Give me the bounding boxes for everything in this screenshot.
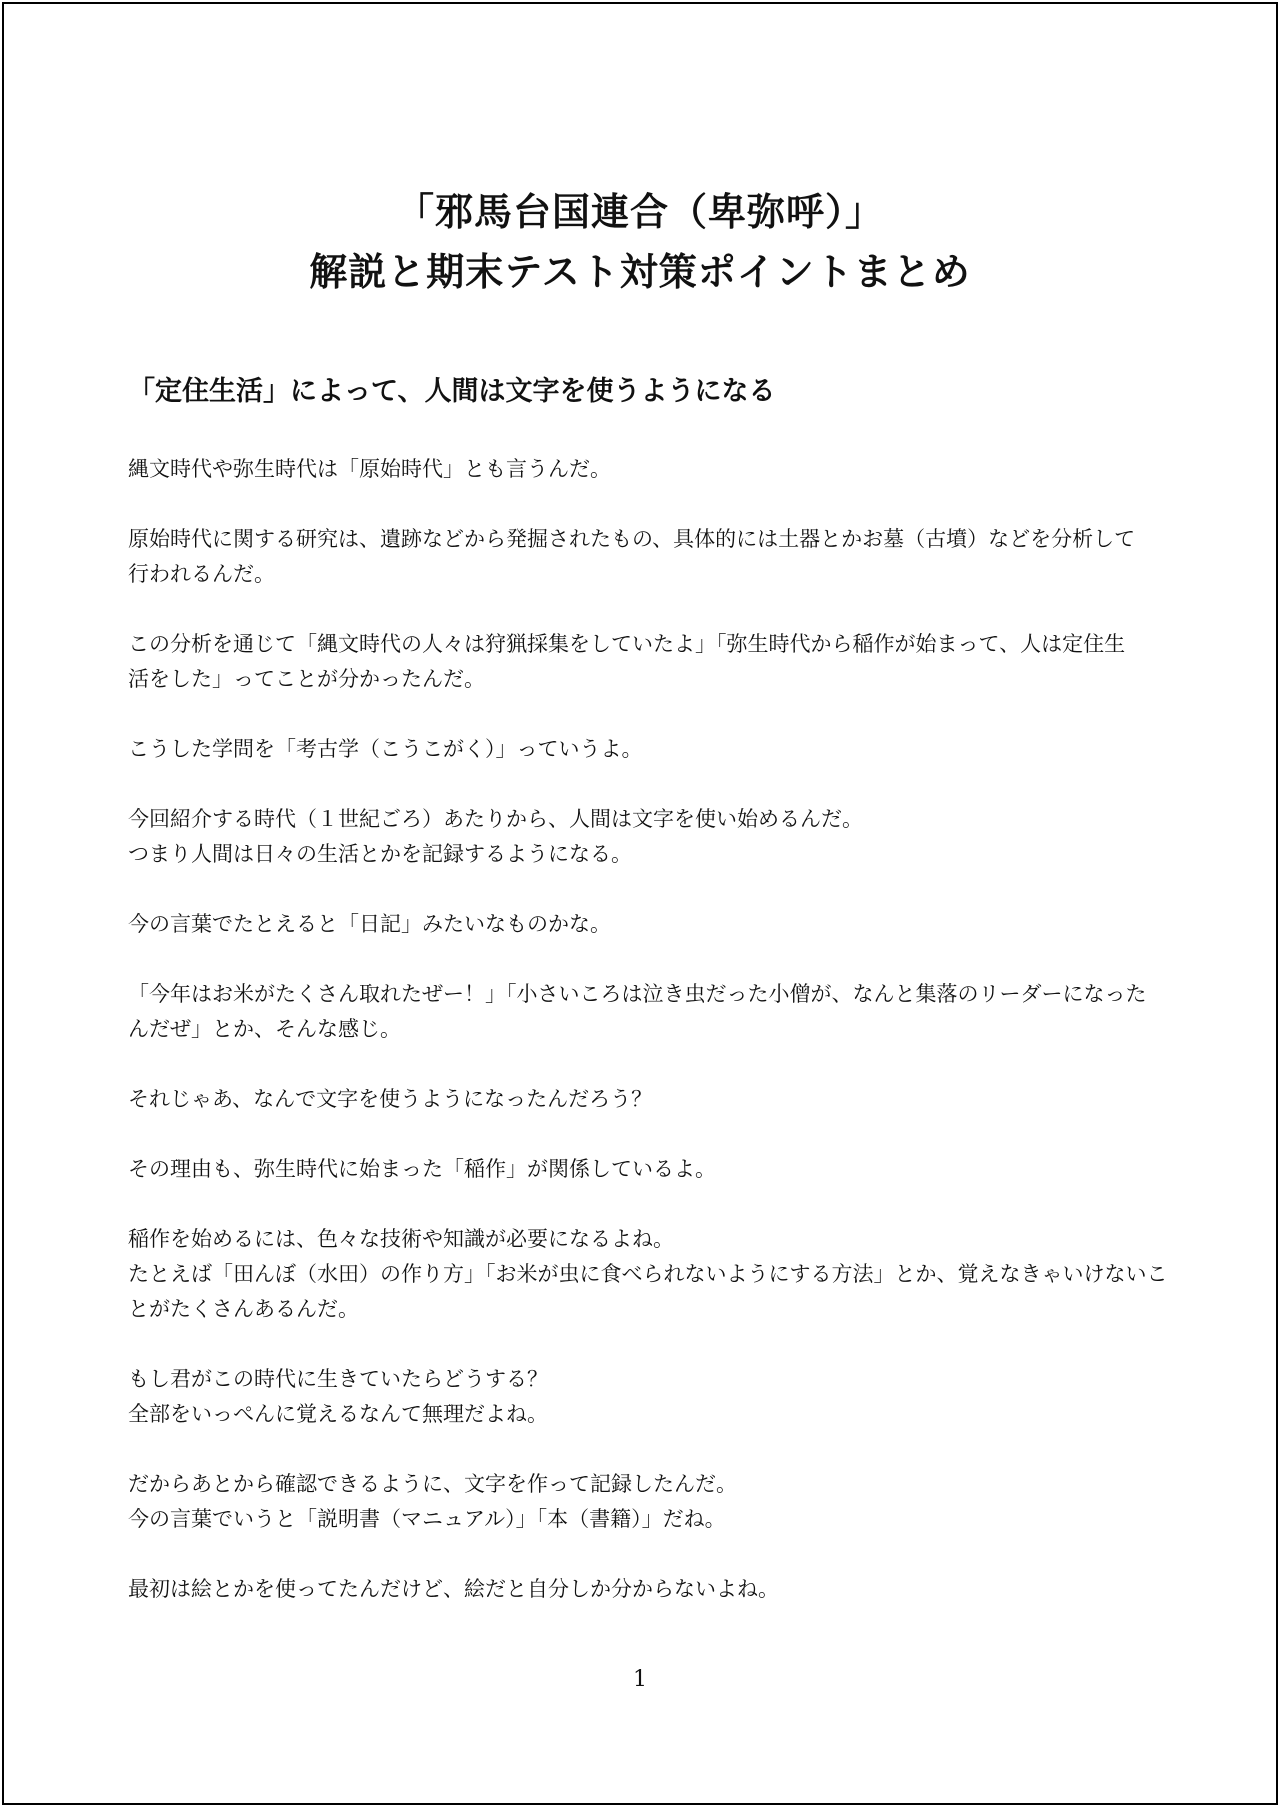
text-line: 今の言葉でたとえると「日記」みたいなものかな。 <box>128 912 611 936</box>
text-line: 稲作を始めるには、色々な技術や知識が必要になるよね。 <box>128 1227 674 1251</box>
document-page <box>2 2 1278 1805</box>
title-line: 「邪馬台国連合（卑弥呼）」 <box>395 190 884 234</box>
paragraph <box>128 1152 1158 1187</box>
text-line: 「今年はお米がたくさん取れたぜー！」「小さいころは泣き虫だった小僧が、なんと集落のリーダーになった <box>128 982 1147 1006</box>
text-line: 今の言葉でいうと「説明書（マニュアル）」「本（書籍）」だね。 <box>128 1507 726 1531</box>
text-line: つまり人間は日々の生活とかを記録するようになる。 <box>128 842 632 866</box>
text-line: 活をした」ってことが分かったんだ。 <box>128 667 485 691</box>
paragraph <box>128 977 1158 1047</box>
text-line: 最初は絵とかを使ってたんだけど、絵だと自分しか分からないよね。 <box>128 1577 779 1601</box>
text-line: その理由も、弥生時代に始まった「稲作」が関係しているよ。 <box>128 1157 716 1181</box>
text-line: とがたくさんあるんだ。 <box>128 1297 359 1321</box>
paragraph <box>128 802 1158 872</box>
paragraph <box>128 522 1158 592</box>
text-line: 全部をいっぺんに覚えるなんて無理だよね。 <box>128 1402 548 1426</box>
text-line: この分析を通じて「縄文時代の人々は狩猟採集をしていたよ」「弥生時代から稲作が始まって、人は定住生 <box>128 632 1126 656</box>
text-line: たとえば「田んぼ（水田）の作り方」「お米が虫に食べられないようにする方法」とか、覚えなきゃいけないこ <box>128 1262 1168 1286</box>
paragraph <box>128 907 1158 942</box>
text-line: 縄文時代や弥生時代は「原始時代」とも言うんだ。 <box>128 457 611 481</box>
text-line: それじゃあ、なんで文字を使うようになったんだろう？ <box>128 1087 653 1111</box>
text-line: こうした学問を「考古学（こうこがく）」っていうよ。 <box>128 737 643 761</box>
body-text <box>128 452 1168 1642</box>
text-line: 原始時代に関する研究は、遺跡などから発掘されたもの、具体的には土器とかお墓（古墳）などを分析して <box>128 527 1136 551</box>
text-line: んだぜ」とか、そんな感じ。 <box>128 1017 401 1041</box>
paragraph <box>128 1572 1158 1607</box>
paragraph <box>128 1362 1158 1432</box>
text-line: だからあとから確認できるように、文字を作って記録したんだ。 <box>128 1472 737 1496</box>
text-line: 今回紹介する時代（１世紀ごろ）あたりから、人間は文字を使い始めるんだ。 <box>128 807 863 831</box>
paragraph <box>128 627 1158 697</box>
page-number: 1 <box>633 1667 647 1692</box>
paragraph <box>128 732 1158 767</box>
paragraph <box>128 1467 1158 1537</box>
title-line: 解説と期末テスト対策ポイントまとめ <box>309 250 971 294</box>
paragraph <box>128 452 1158 487</box>
paragraph <box>128 1082 1158 1117</box>
text-line: もし君がこの時代に生きていたらどうする？ <box>128 1367 548 1391</box>
document-title <box>4 182 1276 302</box>
section-heading: 「定住生活」によって、人間は文字を使うようになる <box>128 376 776 407</box>
text-line: 行われるんだ。 <box>128 562 275 586</box>
paragraph <box>128 1222 1168 1327</box>
